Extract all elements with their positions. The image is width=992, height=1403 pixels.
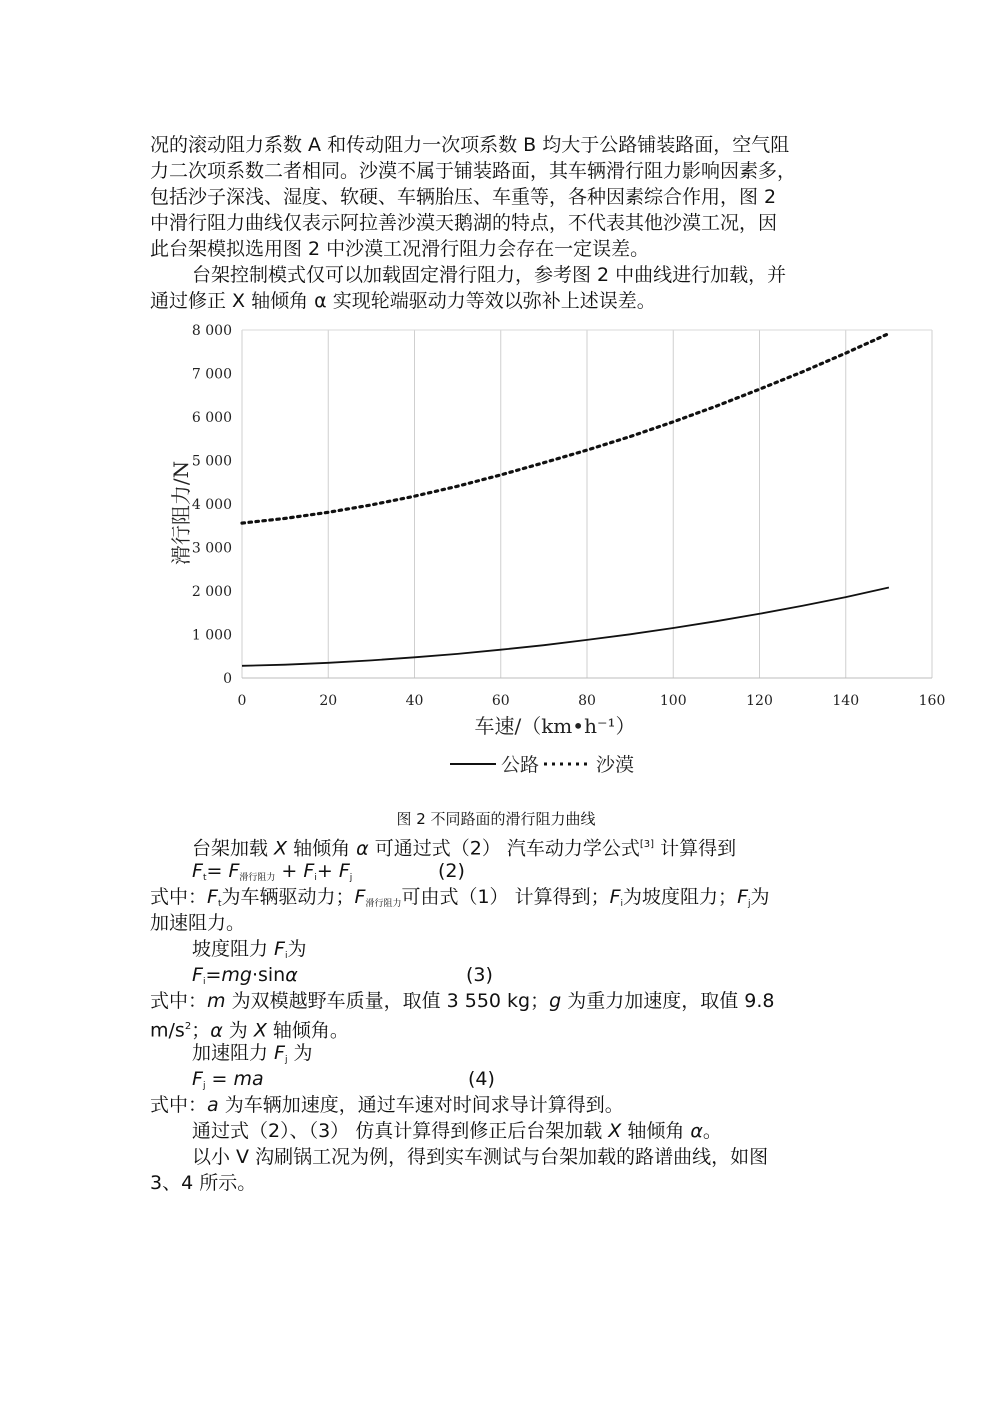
text-line: 式中：$F_t$为车辆驱动力；$F_{滑行阻力}$可由式（1） 计算得到；$F_i$为坡度阻力；$F_j$为 (150, 886, 770, 909)
text-line: 3、4 所示。 (150, 1172, 257, 1194)
resistance-chart (150, 318, 950, 788)
text-line: 加速阻力 $F_j$ 为 (192, 1042, 313, 1065)
y-tick-label: 1 000 (191, 627, 232, 644)
text-line: $m/s^2$；α 为 X 轴倾角。 (150, 1019, 349, 1042)
paragraph-line: 力二次项系数二者相同。沙漠不属于铺装路面，其车辆滑行阻力影响因素多， (150, 160, 797, 182)
x-tick-label: 20 (319, 693, 338, 709)
paragraph-line: 包括沙子深浅、湿度、软硬、车辆胎压、车重等，各种因素综合作用，图 2 (150, 186, 777, 208)
equation-4: $F_j$ = ma (192, 1068, 264, 1091)
paragraph-line: 中滑行阻力曲线仅表示阿拉善沙漠天鹅湖的特点，不代表其他沙漠工况，因 (150, 212, 778, 234)
text-line: 通过式（2）、（3） 仿真计算得到修正后台架加载 X 轴倾角 α。 (192, 1120, 722, 1142)
paragraph-line: 通过修正 X 轴倾角 α 实现轮端驱动力等效以弥补上述误差。 (150, 290, 656, 312)
chart-grid (242, 330, 932, 678)
x-tick-label: 160 (918, 693, 946, 709)
text-line: 式中：a 为车辆加速度，通过车速对时间求导计算得到。 (150, 1094, 624, 1116)
figure-caption: 图 2 不同路面的滑行阻力曲线 (396, 810, 596, 828)
x-tick-label: 80 (578, 693, 596, 709)
y-tick-label: 6 000 (191, 410, 232, 426)
paragraph-line: 此台架模拟选用图 2 中沙漠工况滑行阻力会存在一定误差。 (150, 238, 650, 260)
y-tick-labels (192, 323, 232, 687)
x-tick-label: 140 (832, 693, 860, 709)
chart-series (242, 334, 889, 666)
y-tick-label: 2 000 (191, 584, 232, 600)
paragraph-line: 况的滚动阻力系数 A 和传动阻力一次项系数 B 均大于公路铺装路面，空气阻 (150, 134, 790, 156)
series-line-desert (242, 334, 889, 524)
legend-label-desert: 沙漠 (596, 754, 635, 776)
equation-3: $F_i=mg\cdot\sin\alpha$ (192, 964, 298, 987)
y-tick-label: 7 000 (191, 366, 232, 383)
x-tick-label: 0 (237, 693, 247, 709)
x-axis-label: 车速/（km•h⁻¹） (474, 714, 636, 738)
equation-number: (3) (466, 964, 493, 986)
text-line: 式中：m 为双模越野车质量，取值 3 550 kg；g 为重力加速度，取值 9.8 (150, 990, 775, 1012)
y-tick-label: 4 000 (191, 497, 232, 513)
x-tick-label: 40 (405, 693, 424, 709)
y-axis-label: 滑行阻力/N (169, 460, 193, 566)
legend (450, 754, 634, 776)
y-tick-label: 8 000 (191, 323, 232, 339)
y-tick-label: 5 000 (191, 453, 232, 470)
paragraph-line: 台架控制模式仅可以加载固定滑行阻力，参考图 2 中曲线进行加载，并 (192, 264, 787, 286)
text-line: 台架加载 X 轴倾角 α 可通过式（2） 汽车动力学公式[3] 计算得到 (192, 837, 737, 860)
text-line: 坡度阻力 $F_i$为 (192, 938, 307, 961)
text-line: 加速阻力。 (150, 912, 246, 934)
legend-label-road: 公路 (501, 754, 540, 776)
reference-mark: [3] (639, 839, 655, 850)
x-tick-label: 60 (491, 693, 510, 709)
y-tick-label: 0 (223, 671, 232, 687)
series-line-road (242, 588, 889, 666)
y-tick-label: 3 000 (191, 540, 232, 557)
x-tick-label: 120 (746, 693, 773, 709)
x-tick-labels (238, 693, 946, 709)
equation-2: $F_t= F_{滑行阻力} + F_i+ F_j$ (192, 860, 353, 883)
equation-number: (4) (468, 1068, 495, 1090)
equation-number: (2) (438, 860, 465, 882)
x-tick-label: 100 (659, 693, 687, 709)
text-line: 以小 V 沟刷锅工况为例，得到实车测试与台架加载的路谱曲线，如图 (192, 1146, 769, 1168)
